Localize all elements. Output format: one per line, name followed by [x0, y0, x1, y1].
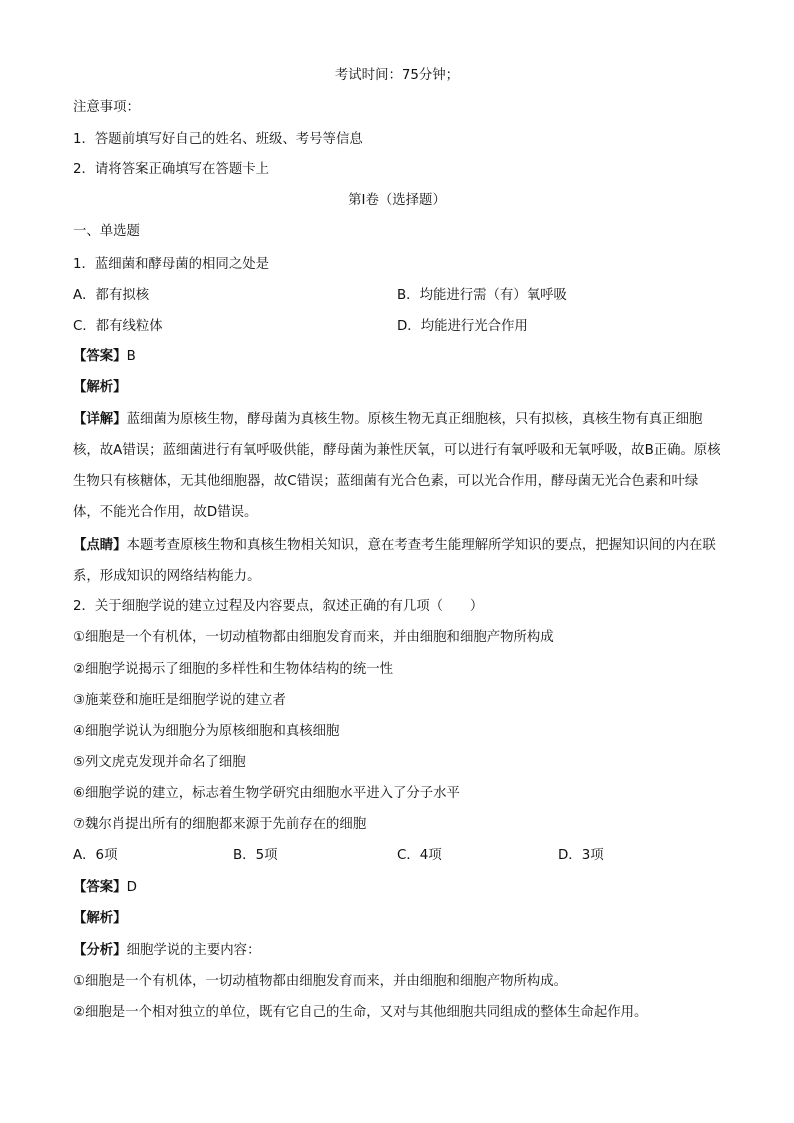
notes-title: 注意事项：	[73, 100, 140, 115]
comment-tag: 【点睛】	[73, 538, 127, 553]
q2-statement-6: ⑥细胞学说的建立，标志着生物学研究由细胞水平进入了分子水平	[73, 786, 460, 801]
q2-stem: 2．关于细胞学说的建立过程及内容要点，叙述正确的有几项（ ）	[73, 599, 484, 614]
q1-option-c: C．都有线粒体	[73, 319, 163, 334]
q2-point-2: ②细胞是一个相对独立的单位，既有它自己的生命，又对与其他细胞共同组成的整体生命起作用。	[73, 1005, 648, 1020]
q2-statement-3: ③施莱登和施旺是细胞学说的建立者	[73, 693, 286, 708]
q1-option-d: D．均能进行光合作用	[397, 319, 528, 334]
q2-analysis-tag: 【解析】	[73, 911, 127, 926]
q2-option-d: D．3项	[558, 848, 604, 863]
notes-item-2: 2．请将答案正确填写在答题卡上	[73, 162, 269, 177]
volume-title: 第I卷（选择题）	[348, 193, 446, 208]
q2-analysis-head: 【分析】细胞学说的主要内容：	[73, 943, 261, 958]
exam-time: 考试时间：75分钟；	[334, 68, 460, 83]
q2-statement-2: ②细胞学说揭示了细胞的多样性和生物体结构的统一性	[73, 662, 393, 677]
part-title: 一、单选题	[73, 224, 140, 239]
q2-statement-1: ①细胞是一个有机体，一切动植物都由细胞发育而来，并由细胞和细胞产物所构成	[73, 630, 554, 645]
answer-tag: 【答案】	[73, 349, 127, 364]
q2-statement-4: ④细胞学说认为细胞分为原核细胞和真核细胞	[73, 724, 340, 739]
q1-stem: 1．蓝细菌和酵母菌的相同之处是	[73, 257, 269, 272]
comment-text: 本题考查原核生物和真核生物相关知识，意在考查考生能理解所学知识的要点，把握知识间的内在联系，形成知识的网络结构能力。	[73, 538, 716, 584]
detail-tag: 【详解】	[73, 412, 127, 427]
detail-text: 蓝细菌为原核生物，酵母菌为真核生物。原核生物无真正细胞核，只有拟核，真核生物有真正细胞核，故A错误；蓝细菌进行有氧呼吸供能，酵母菌为兼性厌氧，可以进行有氧呼吸和无氧呼吸，故B正确。原核生物只有核糖体，无其他细胞器，故C错误；蓝细菌有光合色素，可以光合作用，酵母菌无光合色素和叶绿体，不能光合作用，故D错误。	[73, 412, 721, 520]
q1-detail	[73, 404, 723, 528]
q2-option-b: B．5项	[233, 848, 278, 863]
q1-option-a: A．都有拟核	[73, 288, 150, 303]
q2-option-a: A．6项	[73, 848, 118, 863]
q1-answer	[73, 347, 136, 367]
answer-value: B	[126, 349, 136, 364]
q1-analysis-tag: 【解析】	[73, 380, 127, 395]
q2-option-c: C．4项	[397, 848, 442, 863]
q2-point-1: ①细胞是一个有机体，一切动植物都由细胞发育而来，并由细胞和细胞产物所构成。	[73, 974, 568, 989]
q1-comment	[73, 530, 723, 592]
q2-statement-7: ⑦魏尔肖提出所有的细胞都来源于先前存在的细胞	[73, 817, 367, 832]
q1-option-b: B．均能进行需（有）氧呼吸	[397, 288, 567, 303]
notes-item-1: 1．答题前填写好自己的姓名、班级、考号等信息	[73, 132, 363, 147]
q2-statement-5: ⑤列文虎克发现并命名了细胞	[73, 755, 246, 770]
q2-answer: 【答案】D	[73, 880, 137, 895]
